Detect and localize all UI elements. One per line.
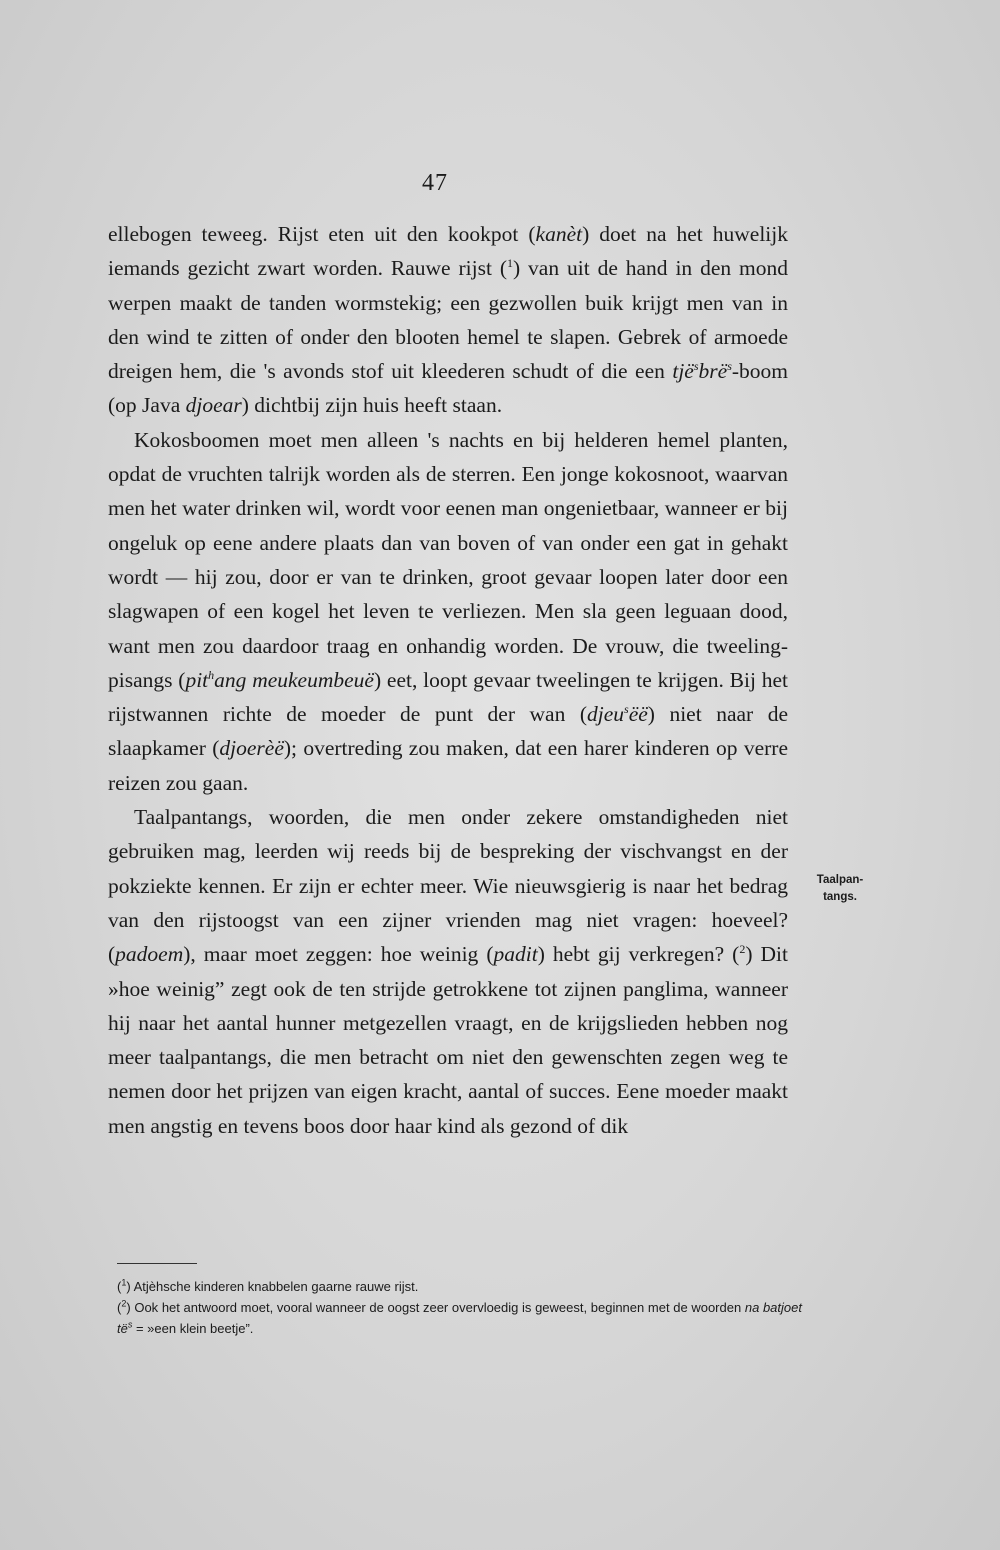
text-run: ( xyxy=(117,1300,122,1315)
footnote-divider xyxy=(117,1263,197,1264)
text-run: ) Dit »hoe weinig” zegt ook de ten strijde getrokkene tot zijnen panglima, wanneer hij naar het aantal hunner metgezellen vraagt, en de krijgslieden hebben nog meer taalpantangs, die men betracht om niet den gewenschten zegen weg te nemen door het prijzen van eigen kracht, aantal of succes. Eene moeder maakt men angstig en tevens boos door haar kind als gezond of dik xyxy=(108,942,788,1138)
superscript: s xyxy=(127,1319,133,1330)
superscript: 2 xyxy=(739,942,746,957)
text-run: ellebogen teweeg. Rijst eten uit den kookpot ( xyxy=(108,222,536,246)
italic-term: ang meukeumbeuë xyxy=(214,667,374,692)
italic-term: ëë xyxy=(628,702,648,727)
superscript: h xyxy=(208,667,215,682)
text-run: ( xyxy=(117,1279,122,1294)
margin-note-line: tangs. xyxy=(823,891,857,903)
superscript: s xyxy=(624,702,629,716)
text-run: ), maar moet zeggen: hoe weinig ( xyxy=(183,942,494,967)
text-run: ) van uit de hand in den mond werpen maakt de tanden wormstekig; een gezwollen buik krijgt men van in den wind te zitten of onder den blooten hemel te slapen. Gebrek of armoede dreigen hem, die 's avonds stof uit kleederen schudt of die een xyxy=(108,256,788,384)
superscript: 2 xyxy=(121,1298,127,1309)
paragraph xyxy=(108,217,788,423)
text-run: ) Ook het antwoord moet, vooral wanneer de oogst zeer overvloedig is geweest, beginnen met de woorden xyxy=(126,1300,745,1315)
text-run: ) dichtbij zijn huis heeft staan. xyxy=(241,393,503,418)
italic-term: na batjoet të xyxy=(117,1300,802,1336)
italic-term: tjë xyxy=(672,359,694,384)
text-run: = »een klein beetje”. xyxy=(132,1321,254,1336)
margin-note xyxy=(800,872,880,906)
footnote xyxy=(117,1297,802,1339)
superscript: s xyxy=(693,359,699,374)
italic-term: pit xyxy=(185,667,209,692)
text-run: ); overtreding zou maken, dat een harer kinderen op verre reizen zou gaan. xyxy=(108,736,789,795)
superscript: 1 xyxy=(507,256,513,271)
text-run: -boom (op Java xyxy=(108,359,788,418)
superscript: 1 xyxy=(121,1277,127,1288)
paragraph xyxy=(108,423,788,800)
footnote xyxy=(117,1276,802,1297)
italic-term: kanèt xyxy=(535,222,583,246)
text-run: ) doet na het huwelijk iemands gezicht zwart worden. Rauwe rijst ( xyxy=(108,222,788,281)
italic-term: brë xyxy=(698,359,728,384)
page-number: 47 xyxy=(422,170,448,196)
margin-note-line: Taalpan- xyxy=(816,874,864,886)
italic-term: djoerèë xyxy=(219,736,284,761)
italic-term: djoear xyxy=(185,393,242,418)
italic-term: padit xyxy=(493,942,538,967)
italic-term: djeu xyxy=(587,702,625,727)
body-text xyxy=(108,217,788,1143)
text-run: ) Atjèhsche kinderen knabbelen gaarne rauwe rijst. xyxy=(126,1279,419,1294)
footnotes xyxy=(117,1276,802,1339)
text-run: ) hebt gij verkregen? ( xyxy=(537,942,740,967)
italic-term: padoem xyxy=(115,942,184,967)
text-run: Kokosboomen moet men alleen 's nachts en bij helderen hemel planten, opdat de vruchten talrijk worden als de sterren. Een jonge kokosnoot, waarvan men het water drinken wil, wordt voor eenen man ongenietbaar, wanneer er bij ongeluk op eene andere plaats dan van boven of van onder een gat in gehakt wordt — hij zou, door er van te drinken, groot gevaar loopen later door een slagwapen of een kogel het leven te verliezen. Men sla geen leguaan dood, want men zou daardoor traag en onhandig worden. De vrouw, die tweeling-pisangs ( xyxy=(108,427,788,692)
superscript: s xyxy=(727,359,732,374)
text-run: ) niet naar de slaapkamer ( xyxy=(108,702,788,761)
paragraph xyxy=(108,800,788,1143)
text-run: ) eet, loopt gevaar tweelingen te krijgen. Bij het rijstwannen richte de moeder de punt der wan ( xyxy=(108,667,788,727)
text-run: Taalpantangs, woorden, die men onder zekere omstandigheden niet gebruiken mag, leerden wij reeds bij de bespreking der vischvangst en der pokziekte kennen. Er zijn er echter meer. Wie nieuwsgierig is naar het bedrag van den rijstoogst van een zijner vrienden mag niet vragen: hoeveel? ( xyxy=(108,805,788,967)
